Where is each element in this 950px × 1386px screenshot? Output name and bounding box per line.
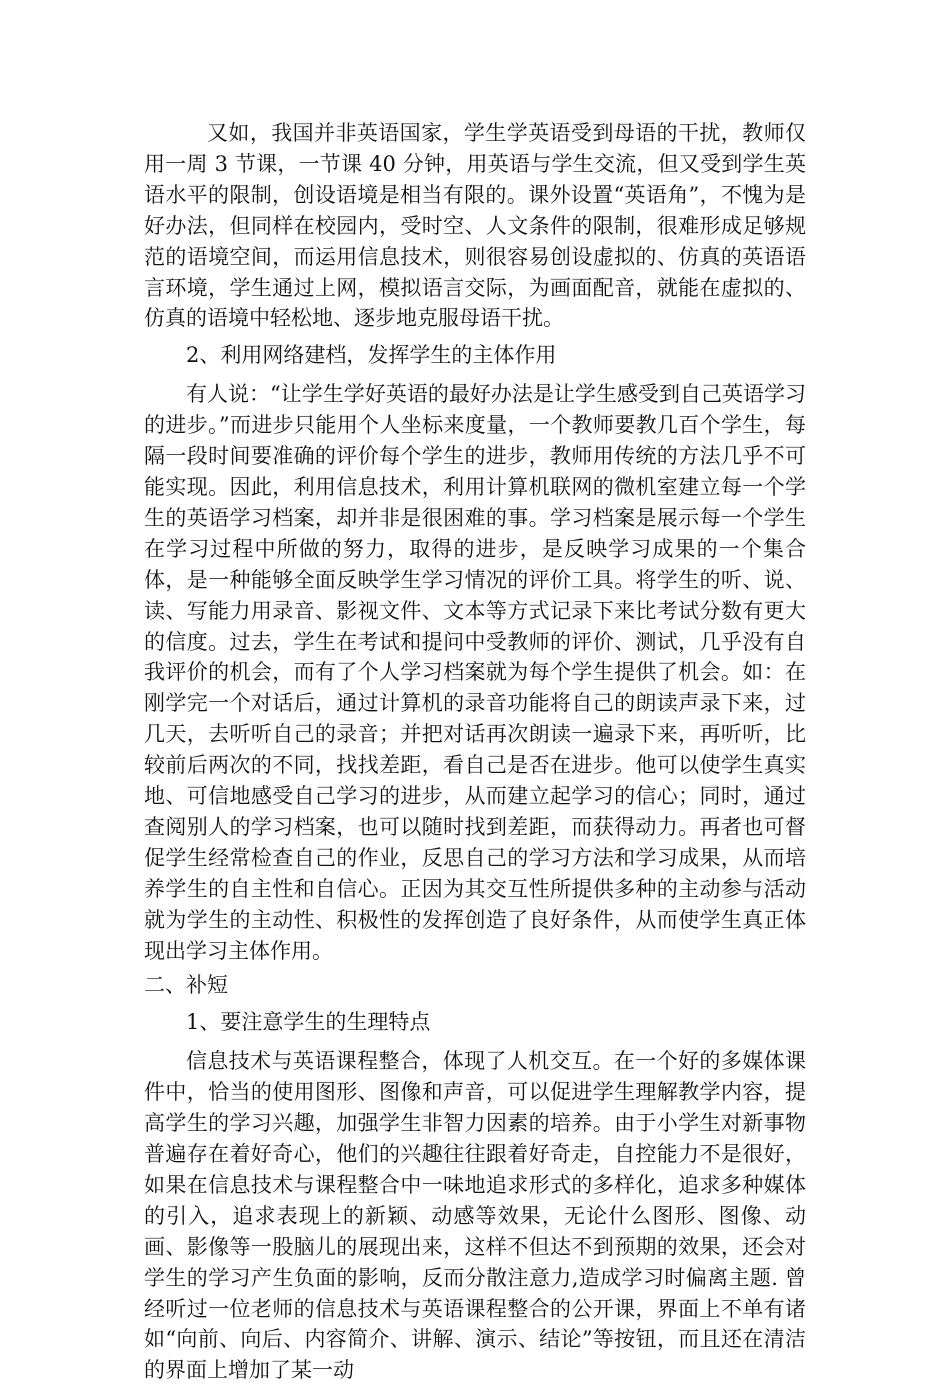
subheading-network-archive: 2、利用网络建档，发挥学生的主体作用: [186, 343, 557, 368]
subheading-physiological-traits: 1、要注意学生的生理特点: [186, 1010, 431, 1035]
paragraph-multimedia-integration: 信息技术与英语课程整合，体现了人机交互。在一个好的多媒体课件中，恰当的使用图形、图像和声音，可以促进学生理解教学内容，提高学生的学习兴趣，加强学生非智力因素的培养。由于小学生对新事物普遍存在着好奇心，他们的兴趣往往跟着好奇走，自控能力不是很好，如果在信息技术与课程整合中一味地追求形式的多样化，追求多种媒体的引入，追求表现上的新颖、动感等效果，无论什么图形、图像、动画、影像等一股脑儿的展现出来，这样不但达不到预期的效果，还会对学生的学习产生负面的影响，反而分散注意力,造成学习时偏离主题. 曾经听过一位老师的信息技术与英语课程整合的公开课，界面上不单有诸如“向前、向后、内容简介、讲解、演示、结论”等按钮，而且还在清洁的界面上增加了某一动: [144, 1049, 806, 1383]
paragraph-english-environment: 又如，我国并非英语国家，学生学英语受到母语的干扰，教师仅用一周 3 节课，一节课 40 分钟，用英语与学生交流，但又受到学生英语水平的限制，创设语境是相当有限的。课外设置“英语角”，不愧为是好办法，但同样在校园内，受时空、人文条件的限制，很难形成足够规范的语境空间，而运用信息技术，则很容易创设虚拟的、仿真的英语语言环境，学生通过上网，模拟语言交际，为画面配音，就能在虚拟的、仿真的语境中轻松地、逐步地克服母语干扰。: [144, 121, 806, 331]
document-body: [144, 118, 806, 1386]
paragraph-learning-archive: 有人说：“让学生学好英语的最好办法是让学生感受到自己英语学习的进步。”而进步只能用个人坐标来度量，一个教师要教几百个学生，每隔一段时间要准确的评价每个学生的进步，教师用传统的方法几乎不可能实现。因此，利用信息技术，利用计算机联网的微机室建立每一个学生的英语学习档案，却并非是很困难的事。学习档案是展示每一个学生在学习过程中所做的努力，取得的进步，是反映学习成果的一个集合体，是一种能够全面反映学生学习情况的评价工具。将学生的听、说、读、写能力用录音、影视文件、文本等方式记录下来比考试分数有更大的信度。过去，学生在考试和提问中受教师的评价、测试，几乎没有自我评价的机会，而有了个人学习档案就为每个学生提供了机会。如：在刚学完一个对话后，通过计算机的录音功能将自己的朗读声录下来，过几天，去听听自己的录音；并把对话再次朗读一遍录下来，再听听，比较前后两次的不同，找找差距，看自己是否在进步。他可以使学生真实地、可信地感受自己学习的进步，从而建立起学习的信心；同时，通过查阅别人的学习档案，也可以随时找到差距，而获得动力。再者也可督促学生经常检查自己的作业，反思自己的学习方法和学习成果，从而培养学生的自主性和自信心。正因为其交互性所提供多种的主动参与活动就为学生的主动性、积极性的发挥创造了良好条件，从而使学生真正体现出学习主体作用。: [144, 382, 806, 963]
section-heading-weaknesses: 二、补短: [144, 973, 228, 998]
